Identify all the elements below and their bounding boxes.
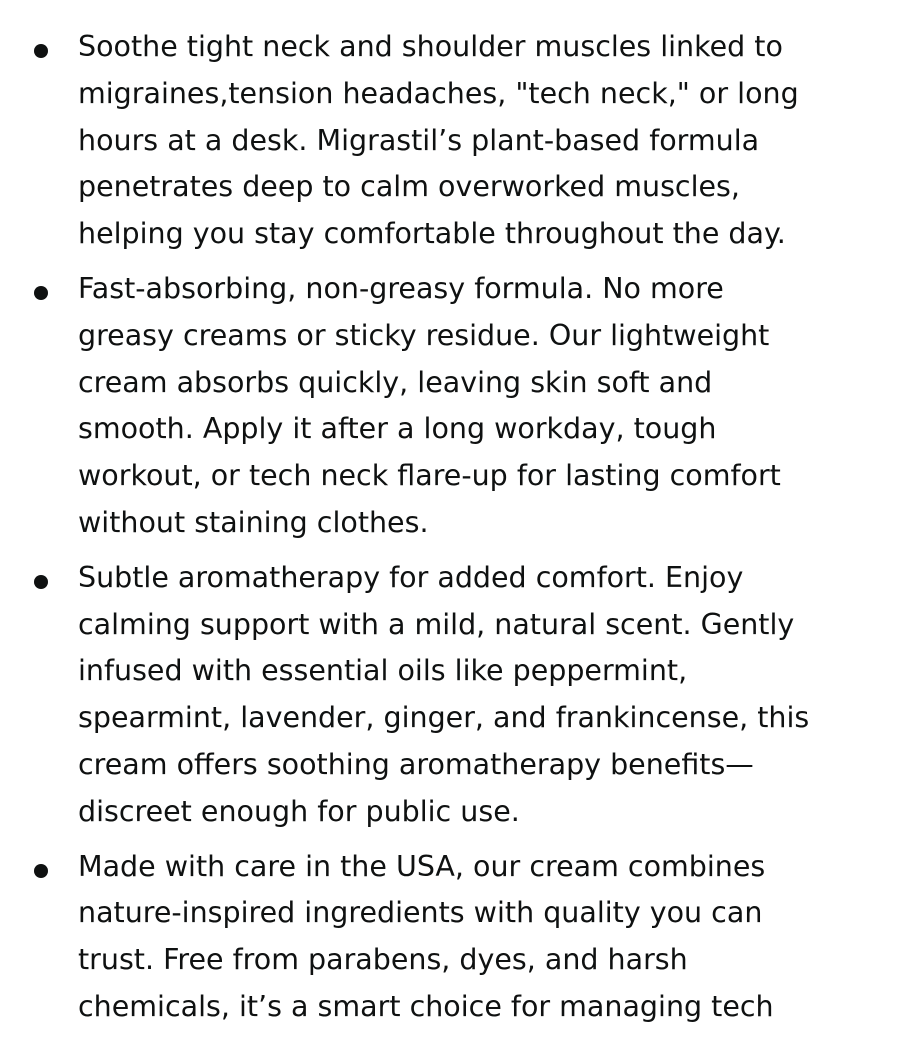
feature-bullet-text: Made with care in the USA, our cream combines nature-inspired ingredients with quality you can trust. Free from parabens, dyes, and harsh chemicals, it’s a smart choice for managing tech (78, 849, 774, 1023)
product-feature-bullets (0, 24, 905, 1039)
bullet-dot-icon (34, 286, 48, 300)
feature-bullet-item (0, 266, 905, 547)
bullet-dot-icon (34, 864, 48, 878)
bullet-dot-icon (34, 44, 48, 58)
feature-bullet-item (0, 24, 905, 258)
feature-bullet-text: Subtle aromatherapy for added comfort. Enjoy calming support with a mild, natural scent. Gently infused with essential oils like peppermint, spearmint, lavender, ginger, and frankincense, this cream offers soothing aromatherapy benefits— discreet enough for public use. (78, 560, 810, 828)
feature-bullet-item (0, 844, 905, 1031)
bullet-dot-icon (34, 575, 48, 589)
feature-bullet-text: Fast-absorbing, non-greasy formula. No more greasy creams or sticky residue. Our lightweight cream absorbs quickly, leaving skin soft and smooth. Apply it after a long workday, tough workout, or tech neck flare-up for lasting comfort without staining clothes. (78, 271, 781, 539)
feature-bullet-item (0, 555, 905, 836)
feature-bullet-text: Soothe tight neck and shoulder muscles linked to migraines,tension headaches, "tech neck," or long hours at a desk. Migrastil’s plant-based formula penetrates deep to calm overworked muscles, helping you stay comfortable throughout the day. (78, 30, 799, 251)
